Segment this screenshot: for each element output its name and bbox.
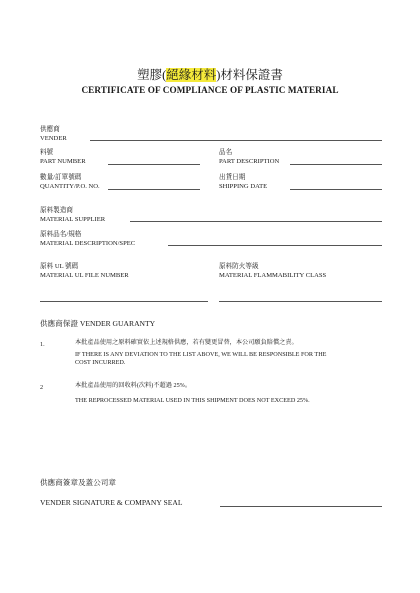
title-chinese [0, 68, 420, 83]
part-number-label-en: PART NUMBER [40, 157, 86, 165]
part-number-field[interactable] [108, 164, 200, 165]
material-supplier-label-zh: 原料製造商 [40, 207, 73, 214]
vender-label [40, 126, 67, 143]
guaranty-item-2-number: 2 [40, 384, 44, 391]
title-zh-highlight: 絕緣材料 [166, 68, 217, 82]
material-description-label-en: MATERIAL DESCRIPTION/SPEC [40, 239, 136, 247]
material-supplier-label-en: MATERIAL SUPPLIER [40, 215, 106, 223]
quantity-label-zh: 數量/訂單號碼 [40, 174, 82, 181]
guaranty-item-1-number: 1. [40, 341, 45, 348]
title-english: CERTIFICATE OF COMPLIANCE OF PLASTIC MATERIAL [81, 85, 339, 95]
flammability-field[interactable] [219, 301, 382, 302]
part-number-label-zh: 料號 [40, 149, 54, 156]
vender-label-zh: 供應商 [40, 126, 60, 133]
title-zh-suffix: )材料保證書 [216, 68, 283, 82]
flammability-label [219, 263, 326, 280]
material-description-field[interactable] [168, 245, 382, 246]
material-supplier-field[interactable] [130, 221, 382, 222]
shipping-date-field[interactable] [290, 189, 382, 190]
ul-file-label [40, 263, 129, 280]
guaranty-heading: 供應商保證 VENDER GUARANTY [40, 319, 156, 328]
part-number-label [40, 149, 86, 166]
signature-label-zh: 供應商簽章及蓋公司章 [40, 478, 116, 487]
guaranty-item-2-en-line1: THE REPROCESSED MATERIAL USED IN THIS SHIPMENT DOES NOT EXCEED 25%. [75, 397, 310, 404]
material-description-label-zh: 原料品名/規格 [40, 231, 82, 238]
title-zh-prefix: 塑膠( [137, 68, 167, 82]
part-description-field[interactable] [290, 164, 382, 165]
part-description-label-zh: 品名 [219, 149, 233, 156]
ul-file-label-zh: 原料 UL 號碼 [40, 263, 79, 270]
guaranty-item-1-en-line2: COST INCURRED. [75, 359, 126, 366]
quantity-label-en: QUANTITY/P.O. NO. [40, 182, 100, 190]
flammability-label-en: MATERIAL FLAMMABILITY CLASS [219, 271, 327, 279]
material-description-label [40, 231, 135, 248]
vender-field[interactable] [90, 140, 382, 141]
part-description-label [219, 149, 279, 166]
part-description-label-en: PART DESCRIPTION [219, 157, 280, 165]
guaranty-item-2-zh: 本批產品使用的回收料(次料)不超過 25%。 [75, 382, 192, 389]
shipping-date-label-zh: 出貨日期 [219, 174, 246, 181]
signature-label-en: VENDER SIGNATURE & COMPANY SEAL [40, 498, 183, 507]
guaranty-item-1-zh: 本批產品使用之原料確實依上述規格供應，若有變更冒替，本公司願負賠償之責。 [75, 339, 298, 346]
signature-field[interactable] [220, 506, 382, 507]
ul-file-field[interactable] [40, 301, 208, 302]
quantity-label [40, 174, 100, 191]
flammability-label-zh: 原料防火等級 [219, 263, 259, 270]
vender-label-en: VENDER [40, 134, 67, 142]
shipping-date-label [219, 174, 267, 191]
ul-file-label-en: MATERIAL UL FILE NUMBER [40, 271, 129, 279]
guaranty-item-1-en-line1: IF THERE IS ANY DEVIATION TO THE LIST ABOVE, WE WILL BE RESPONSIBLE FOR THE [75, 351, 327, 358]
quantity-field[interactable] [108, 189, 200, 190]
shipping-date-label-en: SHIPPING DATE [219, 182, 268, 190]
material-supplier-label [40, 207, 105, 224]
